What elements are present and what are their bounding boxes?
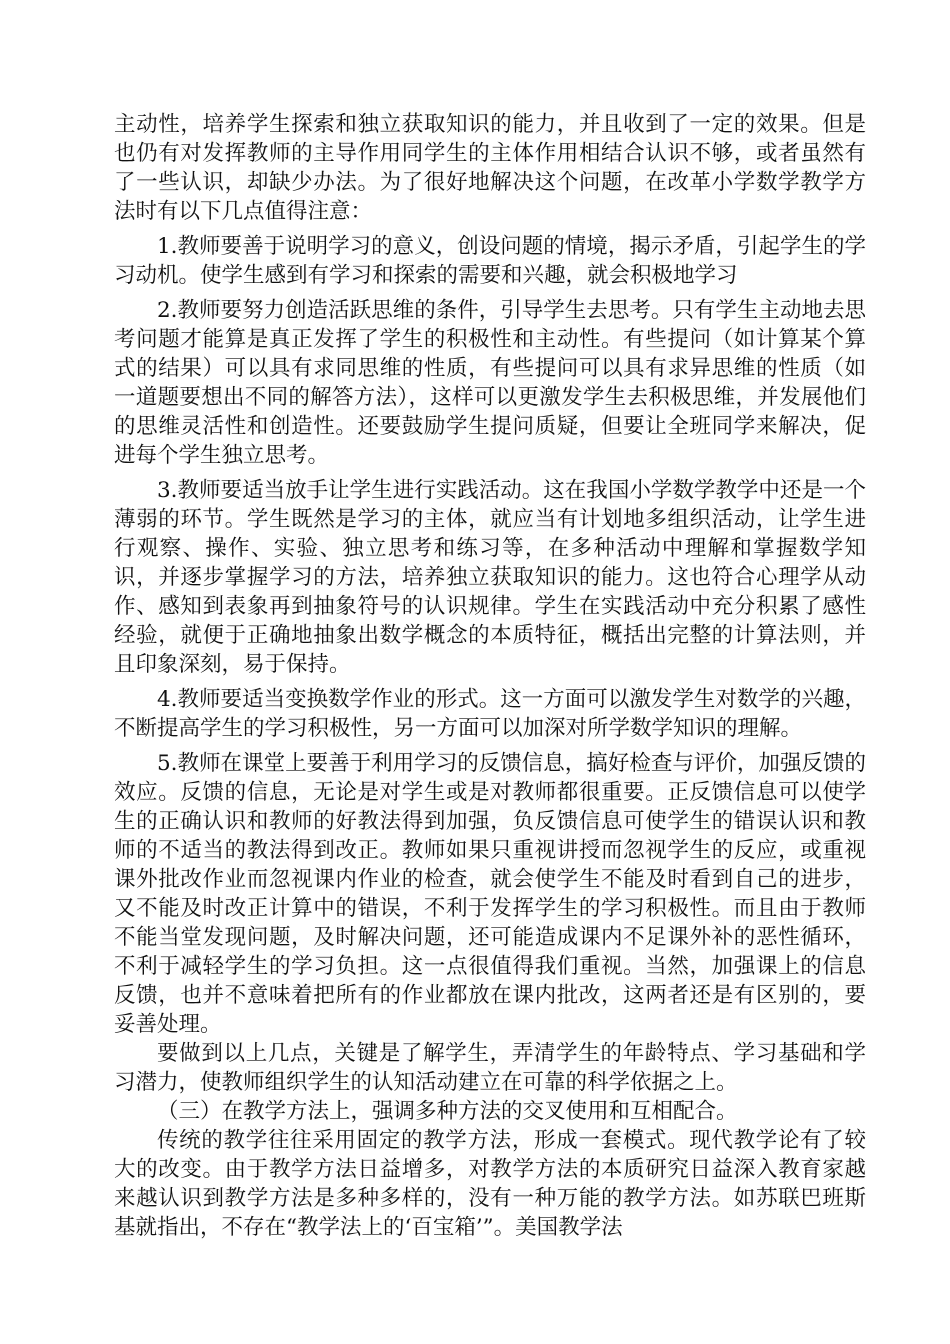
paragraph-intro: 主动性，培养学生探索和独立获取知识的能力，并且收到了一定的效果。但是也仍有对发挥教师的主导作用同学生的主体作用相结合认识不够，或者虽然有了一些认识，却缺少办法。为了很好地解决这个问题，在改革小学数学教学方法时有以下几点值得注意： xyxy=(114,112,866,224)
paragraph-point-1: 1.教师要善于说明学习的意义，创设问题的情境，揭示矛盾，引起学生的学习动机。使学生感到有学习和探索的需要和兴趣，就会积极地学习 xyxy=(114,234,866,288)
paragraph-section-3-body: 传统的教学往往采用固定的教学方法，形成一套模式。现代教学论有了较大的改变。由于教学方法日益增多，对教学方法的本质研究日益深入教育家越来越认识到教学方法是多种多样的，没有一种万能的教学方法。如苏联巴班斯基就指出，不存在“教学法上的‘百宝箱’”。美国教学法 xyxy=(114,1128,866,1240)
paragraph-point-4: 4.教师要适当变换数学作业的形式。这一方面可以激发学生对数学的兴趣，不断提高学生的学习积极性，另一方面可以加深对所学数学知识的理解。 xyxy=(114,687,866,741)
paragraph-point-3: 3.教师要适当放手让学生进行实践活动。这在我国小学数学教学中还是一个薄弱的环节。学生既然是学习的主体，就应当有计划地多组织活动，让学生进行观察、操作、实验、独立思考和练习等，在多种活动中理解和掌握数学知识，并逐步掌握学习的方法，培养独立获取知识的能力。这也符合心理学从动作、感知到表象再到抽象符号的认识规律。学生在实践活动中充分积累了感性经验，就便于正确地抽象出数学概念的本质特征，概括出完整的计算法则，并且印象深刻，易于保持。 xyxy=(114,478,866,677)
paragraph-summary: 要做到以上几点，关键是了解学生，弄清学生的年龄特点、学习基础和学习潜力，使教师组织学生的认知活动建立在可靠的科学依据之上。 xyxy=(114,1041,866,1095)
paragraph-point-2: 2.教师要努力创造活跃思维的条件，引导学生去思考。只有学生主动地去思考问题才能算是真正发挥了学生的积极性和主动性。有些提问（如计算某个算式的结果）可以具有求同思维的性质，有些提问可以具有求异思维的性质（如一道题要想出不同的解答方法），这样可以更激发学生去积极思维，并发展他们的思维灵活性和创造性。还要鼓励学生提问质疑，但要让全班同学来解决，促进每个学生独立思考。 xyxy=(114,298,866,468)
section-heading-3: （三）在教学方法上，强调多种方法的交叉使用和互相配合。 xyxy=(157,1099,738,1124)
document-page xyxy=(114,110,866,1242)
paragraph-point-5: 5.教师在课堂上要善于利用学习的反馈信息，搞好检查与评价，加强反馈的效应。反馈的信息，无论是对学生或是对教师都很重要。正反馈信息可以使学生的正确认识和教师的好教法得到加强，负反馈信息可使学生的错误认识和教师的不适当的教法得到改正。教师如果只重视讲授而忽视学生的反应，或重视课外批改作业而忽视课内作业的检查，就会使学生不能及时看到自己的进步，又不能及时改正计算中的错误，不利于发挥学生的学习积极性。而且由于教师不能当堂发现问题，及时解决问题，还可能造成课内不足课外补的恶性循环，不利于减轻学生的学习负担。这一点很值得我们重视。当然，加强课上的信息反馈，也并不意味着把所有的作业都放在课内批改，这两者还是有区别的，要妥善处理。 xyxy=(114,751,866,1037)
